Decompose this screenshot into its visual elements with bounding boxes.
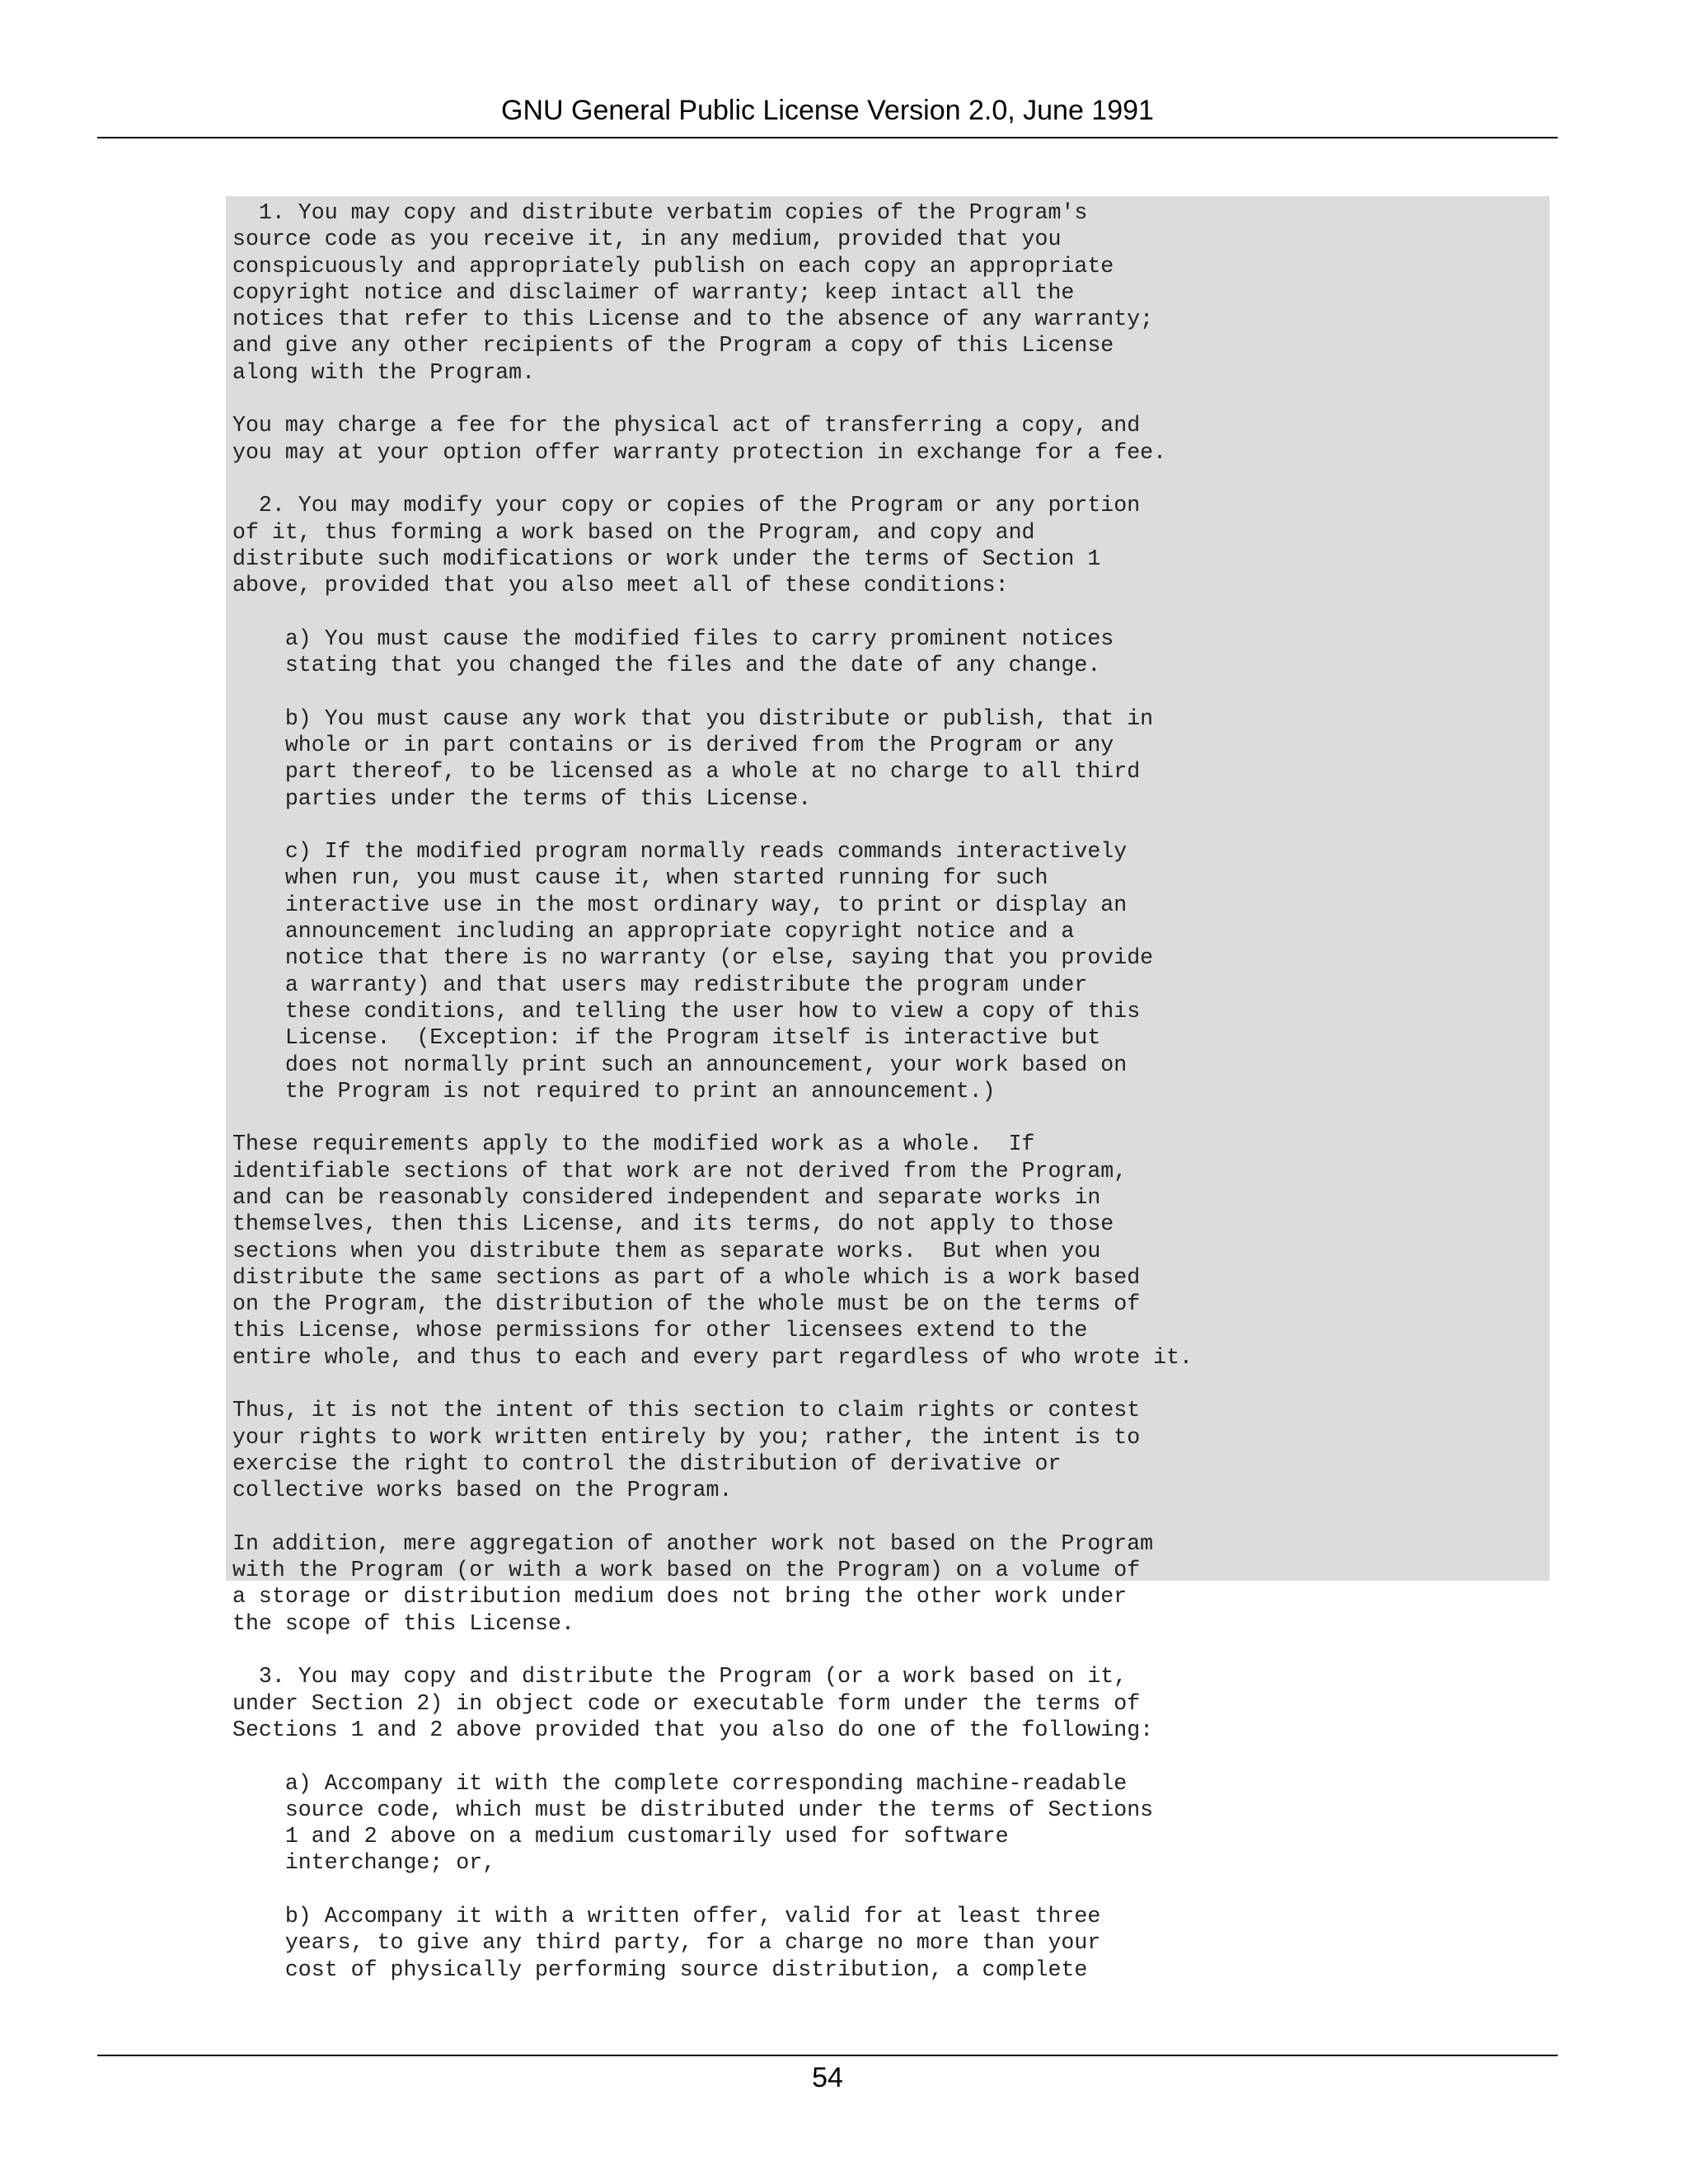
page-footer <box>97 2055 1558 2112</box>
header-title: GNU General Public License Version 2.0, June 1991 <box>501 95 1154 126</box>
page-number: 54 <box>812 2062 843 2093</box>
page-header <box>97 89 1558 138</box>
license-text-block <box>226 196 1550 1982</box>
license-body-text: 1. You may copy and distribute verbatim copies of the Program's source code as you receive it, in any medium, provided that you conspicuously and appropriately publish on each copy an appropriate copyright notice and disclaimer of warranty; keep intact all the notices that refer to this License and to the absence of any warranty; and give any other recipients of the Program a copy of this License along with the Program. You may charge a fee for the physical act of transferring a copy, and you may at your option offer warranty protection in exchange for a fee. 2. You may modify your copy or copies of the Program or any portion of it, thus forming a work based on the Program, and copy and distribute such modifications or work under the terms of Section 1 above, provided that you also meet all of these conditions: a) You must cause the modified files to carry prominent notices stating that you changed the files and the date of any change. b) You must cause any work that you distribute or publish, that in whole or in part contains or is derived from the Program or any part thereof, to be licensed as a whole at no charge to all third parties under the terms of this License. c) If the modified program normally reads commands interactively when run, you must cause it, when started running for such interactive use in the most ordinary way, to print or display an announcement including an appropriate copyright notice and a notice that there is no warranty (or else, saying that you provide a warranty) and that users may redistribute the program under these conditions, and telling the user how to view a copy of this License. (Exception: if the Program itself is interactive but does not normally print such an announcement, your work based on the Program is not required to print an announcement.) These requirements apply to the modified work as a whole. If identifiable sections of that work are not derived from the Program, and can be reasonably considered independent and separate works in themselves, then this License, and its terms, do not apply to those sections when you distribute them as separate works. But when you distribute the same sections as part of a whole which is a work based on the Program, the distribution of the whole must be on the terms of this License, whose permissions for other licensees extend to the entire whole, and thus to each and every part regardless of who wrote it. Thus, it is not the intent of this section to claim rights or contest your rights to work written entirely by you; rather, the intent is to exercise the right to control the distribution of derivative or collective works based on the Program. In addition, mere aggregation of another work not based on the Program with the Program (or with a work based on the Program) on a volume of a storage or distribution medium does not bring the other work under the scope of this License. 3. You may copy and distribute the Program (or a work based on it, under Section 2) in object code or executable form under the terms of Sections 1 and 2 above provided that you also do one of the following: a) Accompany it with the complete corresponding machine-readable source code, which must be distributed under the terms of Sections 1 and 2 above on a medium customarily used for software interchange; or, b) Accompany it with a written offer, valid for at least three years, to give any third party, for a charge no more than your cost of physically performing source distribution, a complete <box>232 200 1193 1982</box>
